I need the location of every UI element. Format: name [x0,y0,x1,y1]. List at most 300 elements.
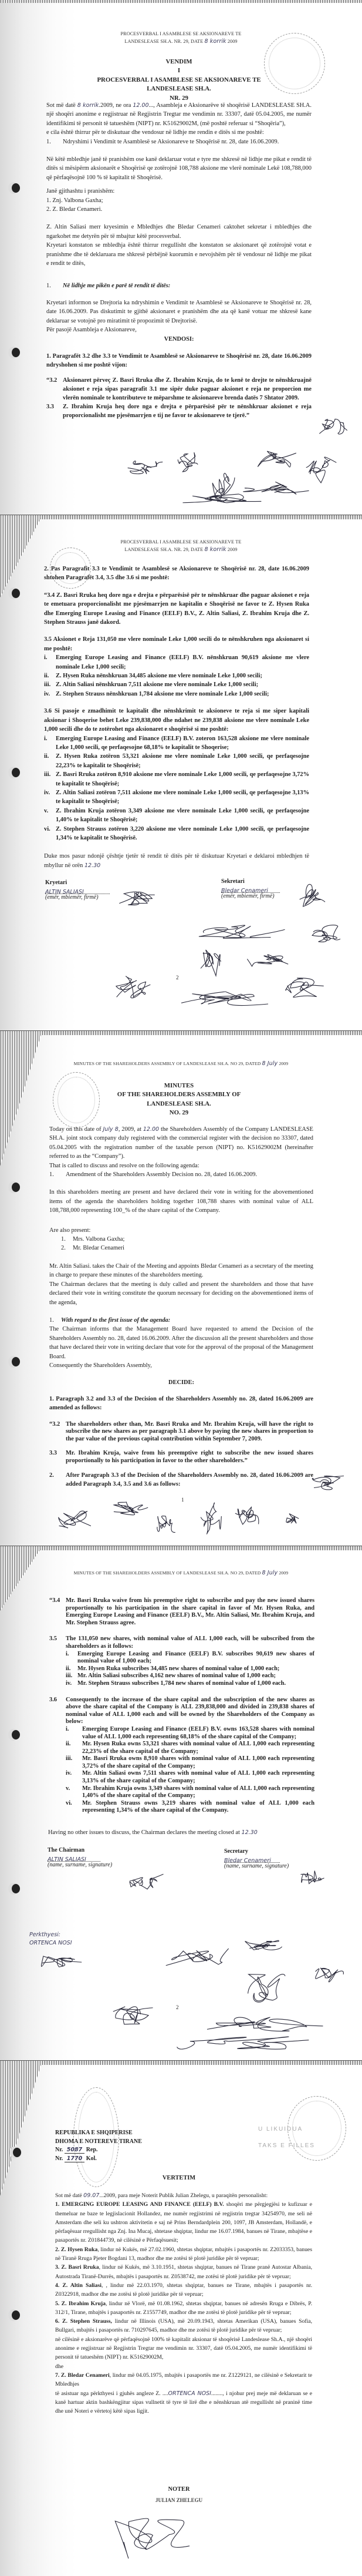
intro-paragraph [46,101,312,128]
chairman-label: Kryetari [45,879,67,886]
header-text: LANDESLEASE SH.A. NR. 29, DATE [124,546,204,552]
conjunction: dhe [55,2363,63,2370]
text: ..., Asambleja e Aksionarëve të shoqërisë LANDESLEASE SH.A. një shoqëri anonime e regjistruar në Regjistrin Tregtar me vendimin nr. 33307, datë 05.04.2005, me numër identifikimi të personit të tatueshëm (NIPT) nr. K51629002M, (më poshtë referuar si “Shoqëria”), [46,102,312,127]
item-number: “3.2 [46,377,57,384]
text: the Shareholders Assembly of the Company LANDESLEASE SH.A. joint stock company duly registered with the commercial register with the decision no 33307, dated 05.04.2005 with the registration number of the taxable person (NIPT) no. K51629002M (hereinafter referred to as the “Company”). [49,1126,314,1160]
item-text: Aksionaret përveç Z. Basri Rruka dhe Z. Ibrahim Kruja, do te kenë te drejte te nënshkruajnë aksionet e reja sipas paragrafit 3.1 me sipër duke paguar aksionet e reja ne proporcion me vlerën nominale te kontributeve te mëparshme te aksionareve brenda datës 7 Shtator 2009. [63,377,312,401]
text: Duke mos pasur ndonjë çështje tjetër të rendit të ditës për të diskutuar Kryetari e deklaroi mbledhjen të mbyllur në orën [44,853,309,869]
agenda-intro: That is called to discuss and resolve on the following agenda: [49,1162,199,1169]
item-number: iv. [66,1770,72,1777]
party [55,2245,312,2263]
page-fold [0,515,42,597]
item-text: The shareholders other than, Mr. Basri Rruka and Mr. Ibrahim Kruja, will have the right to subscribe the new shares as per paragraph 3.1 above by paying the new shares in proportion to the par value of the previous capital contribution within September 7, 2009. [66,1420,313,1442]
item-number: ii. [66,1741,71,1748]
signature [308,921,343,947]
handwritten-date: 8 July [262,1060,278,1067]
item-number: 1. [46,138,51,145]
header-year: 2009 [227,38,238,44]
signature [164,1940,235,1975]
list-item [44,752,309,770]
list-item [66,1665,314,1673]
item-number: 1. [49,1316,54,1324]
item-number: 3.3 [46,403,54,410]
document-title [46,58,312,103]
page-5-notary-verification [0,2061,362,2576]
signature [279,970,326,1006]
item-number: vi. [66,1799,72,1806]
list-item [66,1672,314,1680]
item-text: Mr. Stephen Strauss subscribes 1,784 new shares of nominal value of 1,000 each. [77,1680,286,1687]
page-number: 1 [181,1497,184,1503]
item-text: Mr. Basri Rruka waive from his preemptive right to subscribe and pay the new issued shares proportionally to his participation in the share capital in favor of Mr. Hysen Ruka, and Emerging Europe Leasing and Finance (EELF) B.V., Mr. Altin Saliasi, Mr. Ibrahim Kruja, and Mr. Stephen Strauss agree. [66,1597,314,1626]
list-item [44,770,309,788]
punch-hole [12,589,20,598]
consequence-text: Për pasojë Asambleja e Aksionareve, [46,327,137,334]
item-number: i. [66,1650,69,1657]
title-line: MINUTES [164,1082,194,1089]
body [46,101,312,420]
item-text: Mr. Ibrahim Kruja, waive from his preemptive right to subscribe the new issued shares proportionally to his participation in favor to the other shareholders.” [66,1450,313,1464]
item-number: i. [44,735,48,742]
item-text: Mr. Basri Rruka owns 8,910 shares with nominal value of ALL 1,000 each representing 3,72% of the share capital of the Company; [82,1755,314,1769]
signature [246,947,293,970]
signature [36,1952,86,1972]
page-2-albanian-minutes [0,515,362,1031]
signature [126,1868,164,1895]
item-number: 3.5 [49,1635,57,1643]
fee-stamp [258,2121,315,2154]
chair-paragraph: Z. Altin Saliasi merr kryesimin e Mbledhjes dhe Bledar Cenameri caktohet sekretar i mbledhjes dhe ngarkohet me detyrën për të mbajtur këtë procesverbal. [46,224,312,240]
punch-hole [12,183,20,193]
handwritten-name: ORTENCA NOSI [168,2390,211,2397]
body [44,565,309,870]
item-text: Consequently to the increase of the share capital and the subscription of the new shares as above the share capital of the Company is ALL 239,838,000 and divided in 239,838 shares of nominal value of ALL 1,000 each and will be owned by the Shareholders of the Company as below: [66,1696,314,1725]
signature [173,985,273,1012]
item-number: ii. [44,753,49,760]
header-year: 2009 [279,1061,289,1066]
signature [299,1862,326,1892]
running-header [0,539,362,553]
binder-edge [0,2061,362,2065]
paragraph-3-3 [46,402,312,420]
signature [308,1470,346,1497]
text: , 2009, at [118,1126,142,1133]
attendee [49,1235,313,1244]
item-text: Z. Hysen Ruka nënshkruan 34,485 aksione me vlere nominale Leke 1,000 secili; [56,673,262,680]
item-text: Amendment of the Shareholders Assembly Decision no. 28, dated 16.06.2009. [66,1171,258,1178]
item-text: Mr. Ibrahim Kruja owns 3,349 shares with nominal value of ALL 1,000 each representing 1,40% of the share capital of the Company; [82,1785,314,1799]
party-details: , lindur në Kukës, më 3.10.1951, shtetas shqiptar, banues në Tirane pranë Autostar Albania, Autostrada Tiranë-Durrës, mbajtës i pasaportës nr. Z0538742, me zotësi të plotë juridike për të vepruar; [55,2264,312,2280]
list-item [66,1800,314,1815]
item-text: Mr. Bledar Cenameri [73,1245,125,1252]
punch-hole [13,2148,21,2157]
signature [302,446,337,493]
signature [285,1510,299,1527]
label: Nr. [55,2155,63,2162]
intro-paragraph [49,1125,313,1161]
signature [185,921,290,944]
signature [241,1937,287,1954]
chairman-block [45,879,110,901]
handwritten-name: ALTIN SALIASI [45,889,84,895]
item-number: iv. [66,1680,72,1687]
paragraph-3-2 [49,1421,313,1443]
page-fold [0,1031,42,1166]
ownership-list [49,1726,314,1815]
list-item [66,1785,314,1800]
list-item [66,1741,314,1755]
decision-heading: DECIDE: [168,1379,194,1386]
page-fold [0,1546,42,1611]
page-3-english-minutes [0,1031,362,1546]
title-line: LANDESLEASE SH.A. [147,85,211,93]
item-number: v. [44,807,49,814]
item-number: 3.6 [49,1696,57,1703]
header-year: 2009 [227,546,238,552]
punch-hole [12,2310,20,2320]
item-text: Emerging Europe Leasing and Finance (EELF) B.V. subscribes 90,619 new shares of nominal value of 1,000 each; [77,1650,314,1665]
agenda-item [49,1170,313,1179]
item-number: vi. [44,825,50,832]
signature [199,2010,329,2037]
also-present-label: Janë gjithashtu i pranishëm: [46,188,115,195]
running-header [0,1060,362,1068]
paragraph-3-4 [49,1597,314,1627]
text: të asistuar nga përkthyesi i gjuhës angleze Z. .... [55,2390,168,2397]
capacity-paragraph: në cilësinë e aksionarëve që përfaqësojnë 100% të kapitalit aksionar të shoqërisë Landeslease Sh.A., një shoqëri anonime e regjistruar në Regjistrin Tregtar me vendimin nr. 33307, datë 05.04.2005, me numër identifikimi të personit të tatueshëm (NIPT) nr. K51629002M, [55,2336,312,2361]
label: Kol. [86,2155,97,2162]
title-line: NR. 29 [170,94,188,102]
signature-caption: (name, surname, signature) [224,1863,289,1869]
agenda-heading [49,1316,313,1325]
list-item [44,734,309,753]
title-line: OF THE SHAREHOLDERS ASSEMBLY OF [117,1091,241,1099]
item-text: Z. Basri Rruka zotëron 8,910 aksione me vlere nominale Leke 1,000 secili, qe perfaqesojne 3,72% te kapitalit te Shoqërisë; [56,771,309,787]
header-line: PROCESVERBAL I ASAMBLESE SE AKSIONAREVE TE [120,31,242,36]
chair-paragraph: Mr. Altin Saliasi. takes the Chair of the Meeting and appoints Bledar Cenameri as a secretary of the meeting in charge to prepare these minutes of the shareholders meeting. [49,1262,313,1279]
paragraph-3-3 [49,1450,313,1465]
signature [311,1957,346,1987]
list-item [66,1651,314,1665]
party-name: 1. EMERGING EUROPE LEASING AND FINANCE (EELF) B.V. [55,2201,224,2208]
chairman-block [48,1847,112,1868]
page-fold [0,2061,42,2196]
item-text: Mr. Hysen Ruka owns 53,321 shares with nominal value of ALL 1,000 each representing 22,23% of the share capital of the Company; [82,1741,314,1755]
attendee [49,1244,313,1252]
list-item [44,807,309,825]
volume-number [55,2155,142,2164]
document-title: VERTETIM [162,2175,196,2181]
consequence-text: Consequently the Shareholders Assembly, [49,1362,152,1369]
document-title [46,1082,312,1118]
item-number: “3.4 [49,1597,60,1604]
quorum-paragraph: The Chairman declares that the meeting is duly called and present the shareholders and those that have declared their vote in writing constitute the quorum necessary for deciding on the abovementioned items of the agenda, [49,1281,313,1306]
text: Having no other issues to discuss, the Chairman declares the meeting closed at [48,1829,240,1836]
item-number: “3.2 [49,1420,60,1428]
paragraph-3-5: 3.5 Aksionet e Reja 131,050 me vlere nominale Leke 1,000 secili do te nënshkruhen nga aksionaret si me poshtë: [44,636,309,652]
notary-signature [106,2504,199,2572]
handwritten-time: 12.30 [241,1829,258,1836]
paragraph-3-4: “3.4 Z. Basri Rruka heq dore nga e drejta e përparësisë për te nënshkruar dhe paguar aksionet e reja te emetuara proporcionalisht me pjesëmarrjen ne kapitalin e Shoqërisë ne favor te Z. Hysen Ruka dhe Emerging Europe Leasing and Finance (EELF) B.V., Z. Altin Saliasi, Z. Ibrahim Kruja dhe Z. Stephen Strauss janë dakord. [44,592,309,626]
intro-paragraph [55,2191,312,2200]
signature [235,1501,261,1530]
stamp-text: TAKS E FILLES [258,2142,315,2149]
list-item [44,690,309,698]
handwritten-time: 12.30 [84,862,101,869]
also-present-label: Are also present: [49,1227,91,1234]
party-details: , lindur më 04.05.1975, mbajtës i pasaportës me nr. Z1229121, ne cilësinë e Sekretarit te Mbledhjes [55,2372,312,2388]
item-heading: With regard to the first issue of the agenda: [61,1316,171,1324]
title-line: NO. 29 [169,1109,189,1117]
punch-hole [12,768,20,777]
handwritten-name: ORTENCA NOSI [29,1940,72,1946]
translator-signature [29,1931,72,1947]
item-number: 2. [49,1472,54,1479]
item-text: Emerging Europe Leasing and Finance (EELF) B.V. zoteron 163,528 aksione me vlere nominale Leke 1,000 secili, qe perfaqesojne 68,18% te kapitalit te Shoqerise; [56,735,309,751]
page-number: 2 [176,975,179,980]
handwritten-date: 8 korrik [77,102,99,109]
list-item [44,653,309,671]
chairman-label: The Chairman [48,1847,85,1853]
body [55,2191,312,2416]
handwritten-time: 12.00 [143,1126,160,1133]
item-text: Z. Ibrahim Kruja heq dore nga e drejta e përparësisë për te nënshkruar aksionet e reja proporcionalisht me pjesëmarrjen e tij ne favor te aksionareve te tjerë.” [63,403,312,419]
handwritten-date: 8 July [262,1570,278,1576]
item-number: ii. [44,673,49,680]
item-text: Ndryshimi i Vendimit te Asamblesë se Aksionareve te Shoqërisë nr. 28, date 16.06.2009. [63,138,279,145]
secretary-label: Sekretari [221,878,245,885]
item-number: iv. [44,789,50,796]
list-item [66,1770,314,1785]
punch-hole [12,1884,20,1893]
item-number: 2. [61,1245,66,1252]
signature [252,444,299,473]
title-line: PROCESVERBAL I ASAMBLESE SE AKSIONAREVE TE [97,76,261,83]
item-text: Mr. Altin Saliasi owns 7,511 shares with nominal value of ALL 1,000 each representing 3,13% of the share capital of the Company; [82,1770,314,1785]
notary-title: NOTER [168,2486,190,2493]
item-text: Z. Stephen Strauss zotëron 3,220 aksione me vlere nominale Leke 1,000 secili, qe perfaqesojne 1,34% te kapitalit te Shoqërisë. [56,825,309,841]
attendance-paragraph: In this shareholders meeting are present and have declared their vote in writing for the abovementioned items of the agenda the shareholders holding together 108,788 shares with nominal value of ALL 108,788,000 representing 100_% of the share capital of the Company. [49,1189,313,1214]
handwritten-date: 09.07 [83,2192,100,2199]
party [55,2263,312,2281]
item-number: ii. [66,1665,71,1672]
attendee: 2. Z. Bledar Cenameri. [46,206,103,213]
header-year: 2009 [279,1570,289,1576]
item-number: 1. [61,1236,66,1243]
binder-edge [0,1546,362,1550]
list-item [66,1726,314,1741]
label: Rep. [86,2147,98,2153]
item-text: Z. Altin Saliasi nënshkruan 7,511 aksione me vlere nominale Leke 1,000 secili; [56,681,259,688]
party-name: 6. Z. Stephen Strauss, [55,2318,112,2325]
page-4-english-minutes [0,1546,362,2061]
paragraph-3-2 [46,376,312,402]
text: Sot më datë [55,2192,82,2199]
punch-hole [12,1357,20,1366]
closing-paragraph [48,1828,313,1837]
stamp-text: U LIKUIDUA [258,2126,303,2132]
item-number: iii. [66,1755,73,1762]
translator-paragraph [55,2389,312,2416]
item-number: iii. [44,771,51,778]
party-name: 7. Z. Bledar Cenameri [55,2372,110,2379]
punch-hole [12,1183,20,1192]
list-item [44,788,309,807]
handwritten-date: 8 korrik [204,546,226,553]
item-text: Emerging Europe Leasing and Finance (EELF) B.V. owns 163,528 shares with nominal value of ALL 1,000 each representing 68,18% of the share capital of the Company; [82,1725,314,1740]
item-number: 3.3 [49,1450,57,1457]
signature [117,885,158,912]
quorum-paragraph: Kryetari konstaton se mbledhja është thirrur rregullisht dhe konstaton se aksionaret që zotërojnë votat e pranishme dhe të deklaruara me shkresë përbëjnë kuorumin e nevojshëm për të vendosur në lidhje me pikat e rendit te ditës, [46,242,312,267]
handwritten-date: 8 korrik [204,38,226,45]
text: ...2009, para meje Noterit Publik Julian Zhelegu, u paraqitën personalisht: [99,2192,268,2199]
header-line [0,546,362,554]
item-text: Z. Stephen Strauss nënshkruan 1,784 aksione me vlere nominale Leke 1,000 secili; [56,690,269,697]
party [55,2200,312,2245]
header-line: PROCESVERBAL I ASAMBLESE SE AKSIONAREVE TE [120,539,242,545]
closing-paragraph [44,852,309,870]
item-text: The 131,050 new shares, with nominal value of ALL 1,000 each, will be subscribed from the shareholders as it follows: [66,1635,314,1650]
signature [199,1495,223,1539]
repertory-number [55,2146,142,2155]
secretary-label: Secretary [224,1848,248,1855]
item-text: After Paragraph 3.3 of the Decision of the Shareholders Assembly no. 28, dated 16.06.2009 are added Paragraph 3.4, 3.5 and 3.6 as follows: [66,1472,313,1487]
signature [299,878,326,913]
paragraph-3-6 [49,1697,314,1726]
handwritten-name: ALTIN SALIASI [48,1856,86,1863]
item-number: v. [66,1785,70,1792]
list-item [66,1755,314,1770]
decision-heading: VENDOSI: [164,335,194,342]
item-text: Z. Hysen Ruka zotëron 53,321 aksione me vlere nominale Leke 1,000 secili, qe perfaqesojne 22,23% te kapitalit te Shoqërisë; [56,753,309,769]
party-name: 5. Z. Ibrahim Kruja [55,2300,106,2307]
secretary-block [221,878,280,899]
handwritten-time: 12.00 [133,102,149,109]
item-number: i. [66,1725,69,1732]
binder-edge [0,515,362,519]
signature-caption: (name, surname, signature) [48,1862,113,1868]
handwritten-number: 5087 [65,2147,84,2154]
text: Sot më datë [46,102,76,109]
list-item [66,1680,314,1688]
paragraph-3-5 [49,1635,314,1650]
party-details: shoqëri me përgjegjësi te kufizuar e themeluar ne baze te legjislacionit Hollandez, me numër regjistrimi në regjistrin tregtar 34254970, me seli në Amsterdam dhe seli ku ushtron aktivitetin e saj në Prins Berndardplein 200, 1097, JB Amsterdam, Hollandë, e përfaqësuar rregullisht nga Znj. Ina Mucaj, shtetase shqiptar, lindur me 16.07.1984, banues në Tirane, mbajtëse e pasaportës nr. Z01844739, në cilësinë e Përfaqësuesit; [55,2201,313,2244]
header-line: REPUBLIKA E SHQIPERISE [55,2130,133,2136]
party-details: , , lindur më 22.03.1970, shtetas shqiptar, banues ne Tirane, mbajtës i pasaportës nr. Z0322918, madhor dhe me zotësi të plotë juridike për të vepruar; [55,2282,313,2298]
party [55,2317,312,2335]
attendee: 1. Znj. Valbona Gaxha; [46,197,103,204]
signature [317,411,349,441]
secretary-block [224,1848,289,1869]
decision-2: 2. Pas Paragrafit 3.3 te Vendimit te Asamblesë se Aksionareve te Shoqërisë nr. 28, date 16.06.2009 shtohen Paragrafët 3.4, 3.5 dhe 3.6 si me poshtë: [44,566,309,582]
list-item [44,680,309,689]
decision-2 [49,1471,313,1489]
discussion-paragraph: Kryetari informon se Drejtoria ka ndryshimin e Vendimit te Asamblesë se Aksionareve te Shoqërisë nr. 28, date 16.06.2009. Pas diskutimit te gjithë aksionaret e pranishëm dhe ata që kanë votuar me shkresë kane deklaruar se votojnë pro miratimit të propozimit të Drejtorisë. [46,299,312,324]
item-text: Emerging Europe Leasing and Finance (EELF) B.V. nënshkruan 90,619 aksione me vlere nominale Leke 1,000 secili; [56,654,309,670]
text: .2009, ne ora [99,102,131,109]
agenda-item [46,137,312,146]
party-name: 2. Z. Hysen Ruka [55,2246,98,2253]
item-text: Mrs. Valbona Gaxha; [73,1236,125,1243]
item-text: Z. Ibrahim Kruja zotëron 3,349 aksione me vlere nominale Leke 1,000 secili, qe perfaqesojne 1,40% te kapitalit te Shoqërisë; [56,807,309,824]
punch-hole [12,348,20,357]
party-name: 3. Z. Basri Rruka [55,2264,99,2271]
party [55,2299,312,2318]
item-number: iv. [44,690,50,697]
discussion-paragraph: The Chairman informs that the Management Board have requested to amend the Decision of the Shareholders Assembly no. 28, dated 16.06.2009. After the discussion all the present shareholders and those that have declared their vote in writing declare that vote for the approval of the proposal of the Management Board. [49,1326,313,1360]
text: ........, i njohur prej meje më deklaruan se e kanë hartuar aktin bashkëngjitur sipas vullnetit të tyre të lirë dhe e nënshkruan atë rregullisht në praninë time dhe unë Noteri e vërtetoj këtë sipas ligjit. [55,2390,312,2415]
paragraph-3-6: 3.6 Si pasoje e zmadhimit te kapitalit dhe nënshkrimit te aksioneve te reja si me siper kapitali aksionar i Shoqerise behet Leke 239,838,000 dhe ndahet ne 239,838 aksione me vlere nominale Leke 1,000 secili dhe do te zotërohet nga aksionaret e shoqërisë si me poshtë: [44,708,309,733]
page-1-albanian-minutes [0,0,362,515]
item-heading: Në lidhje me pikën e parë të rendit të ditës: [63,282,171,289]
text: Today on this date of [49,1126,102,1133]
header-text: MINUTES OF THE SHAREHOLDERS ASSEMBLY OF LANDESLEASE SH.A. NO 29, DATED [73,1061,261,1066]
header-line: DHOMA E NOTEREVE TIRANE [55,2138,142,2145]
party-details: , lindur në Kukës, më 27.02.1960, shtetas shqiptar, mbajtës i pasaportës nr. Z2033353, banues në Tiranë Rruga Pjeter Bogdani 13, madhor dhe me zotësi të plotë juridike për të vepruar; [55,2246,313,2262]
handwritten-date: July 8 [103,1126,119,1133]
signature [109,1999,158,2031]
label: Nr. [55,2147,63,2153]
item-number: iii. [44,681,51,688]
signature [123,455,164,479]
handwritten-name: Bledar Cenameri [221,888,268,894]
page-number: 2 [176,2004,179,2010]
party-details: lindur në Illinois (USA), më 20.09.1943, shtetas Amerikan (USA), banues Sofia, Bullgari, mbajtës i pasaportës nr. 710297645, madhor dhe me zotësi të plotë juridike për të vepruar; [55,2318,312,2334]
title-line: VENDIM [165,58,192,65]
signature [176,444,199,479]
item-text: Mr. Hysen Ruka subscribes 34,485 new shares of nominal value of 1,000 each; [77,1665,280,1672]
handwritten-label: Perkthyesi: [29,1932,60,1938]
signature [53,1504,94,1533]
agenda-heading [46,281,312,290]
item-number: 1. [46,282,51,289]
title-line: I [177,67,181,75]
signature-caption: (emër, mbiemër, firmë) [45,894,99,901]
party-details: , lindur në Vlorë, më 01.08.1962, shtetas shqiptar, banues në adresën Rruga e Dibrës, P. 312/1, Tirane, mbajtës i pasaportës nr. Z1557749, madhor dhe me zotësi të plotë juridike për të vepruar; [55,2300,312,2316]
body [49,1125,313,1489]
signature [199,944,223,985]
notary-chamber-header [55,2129,142,2163]
item-number: iii. [66,1672,73,1680]
notary-name: JULIAN ZHELEGU [155,2497,203,2503]
binder-edge [0,1031,362,1035]
party-name: 4. Z. Altin Saliasi [55,2282,102,2289]
handwritten-number: 1770 [65,2155,84,2162]
notary-block [46,2484,312,2506]
party [55,2371,312,2389]
item-number: i. [44,654,48,661]
punch-hole [12,1730,20,1739]
decision-1: 1. Paragraph 3.2 and 3.3 of the Decision of the Shareholders Assembly no. 28, dated 16.06.2009 are amended as follows: [49,1395,313,1412]
item-text: Z. Altin Saliasi zotëron 7,511 aksione me vlere nominale Leke 1,000 secili, qe perfaqesojne 3,13% te kapitalit te Shoqërisë; [56,789,309,805]
binder-edge [0,0,362,3]
signature [173,2034,320,2054]
subscription-list [49,1651,314,1688]
handwritten-name: Bledar Cenameri [224,1858,271,1864]
title-line: LANDESLEASE SH.A. [147,1100,211,1107]
signature [155,1510,176,1539]
running-header [0,1570,362,1577]
item-number: 1. [49,1171,54,1178]
header-text: LANDESLEASE SH.A. NR. 29, DATE [124,38,204,44]
item-text: Mr. Altin Saliasi subscribes 4,162 new shares of nominal value of 1,000 each; [77,1672,276,1680]
list-item [44,825,309,843]
header-text: MINUTES OF THE SHAREHOLDERS ASSEMBLY OF LANDESLEASE SH.A. NO 29, DATED [73,1570,261,1576]
signature-caption: (emër, mbiemër, firmë) [221,893,275,899]
body [49,1597,314,1815]
attendance-paragraph: Në këtë mbledhje janë të pranishëm ose kanë deklaruar votat e tyre me shkresë në lidhje me pikat e rendit të ditës si mësipërm aksionarët e Shoqërisë qe zotërojnë 108,788 aksione me vlerë nominale Lekë 108,788,000 që përfaqësojnë 100 % të kapitalit të Shoqërisë. [46,156,312,181]
agenda-intro: e cila është thirrur për te diskutuar dhe vendosur në lidhje me rendin e ditës si me poshtë: [46,129,264,136]
